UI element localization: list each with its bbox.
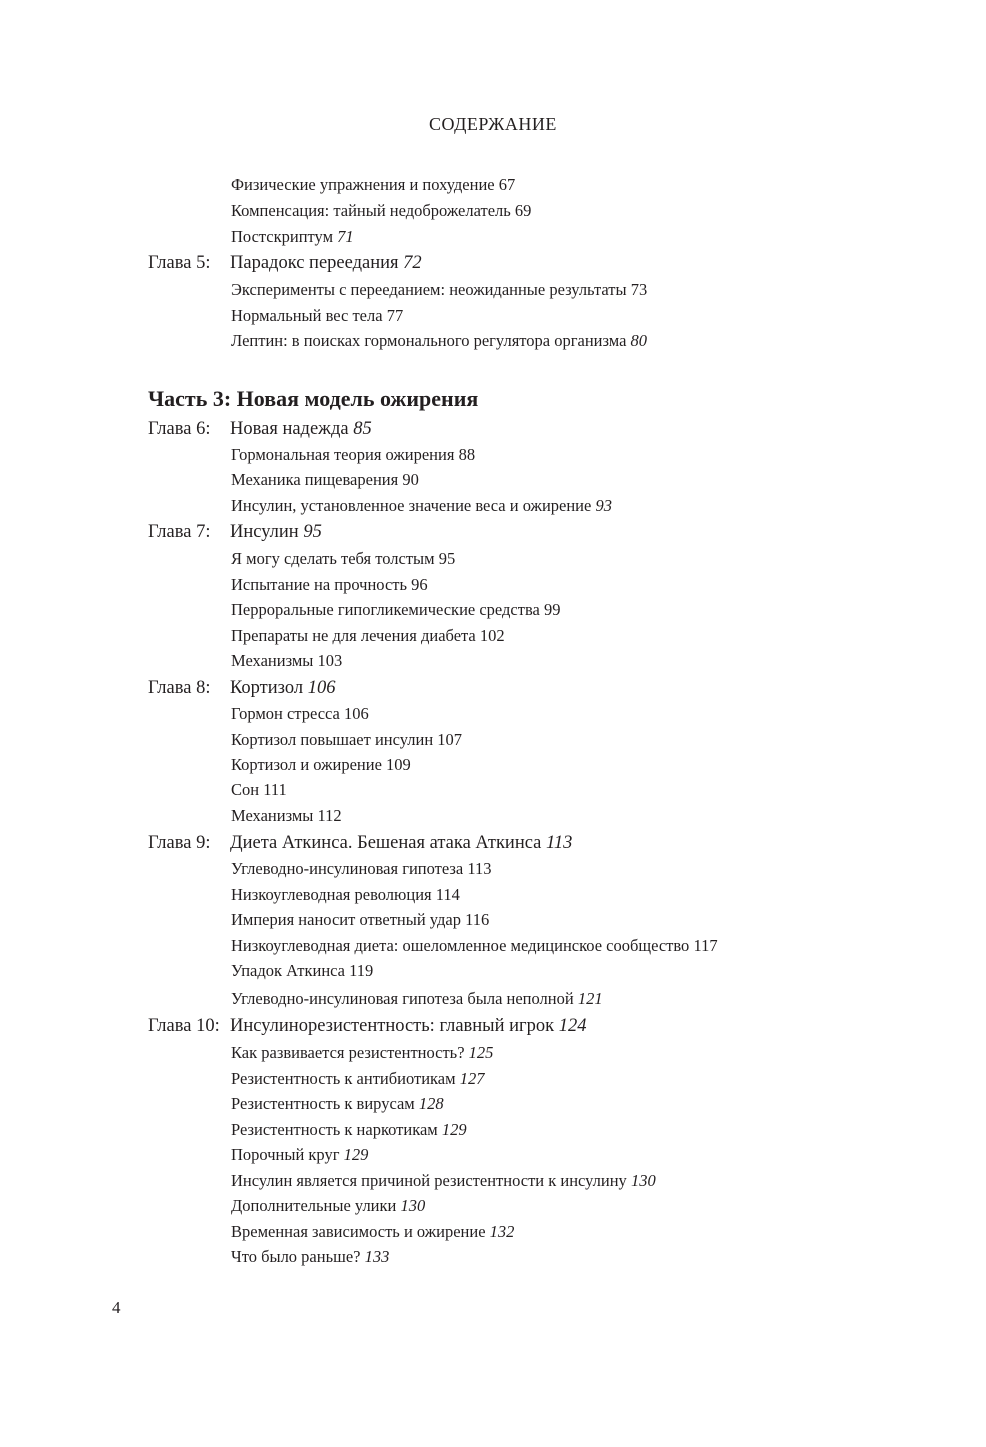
chapter-label: Глава 7: [148, 522, 211, 542]
toc-entry: Низкоуглеводная революция 114 [231, 885, 460, 904]
toc-entry: Препараты не для лечения диабета 102 [231, 626, 505, 645]
toc-entry: Резистентность к вирусам 128 [231, 1094, 444, 1113]
toc-entry: Сон 111 [231, 780, 287, 799]
toc-chapter-5: Глава 5: Парадокс переедания 72 [148, 253, 422, 273]
part-heading: Часть 3: Новая модель ожирения [148, 386, 479, 411]
toc-entry: Я могу сделать тебя толстым 95 [231, 549, 456, 568]
toc-entry: Гормон стресса 106 [231, 704, 369, 723]
toc-entry: Механизмы 112 [231, 806, 342, 825]
toc-chapter-6: Глава 6: Новая надежда 85 [148, 419, 372, 439]
toc-chapter-8: Глава 8: Кортизол 106 [148, 678, 336, 698]
toc-entry: Как развивается резистентность? 125 [231, 1043, 494, 1062]
chapter-label: Глава 6: [148, 419, 211, 439]
toc-entry: Перроральные гипогликемические средства 99 [231, 600, 561, 619]
toc-entry: Резистентность к наркотикам 129 [231, 1120, 467, 1139]
toc-entry: Кортизол и ожирение 109 [231, 755, 411, 774]
toc-entry: Испытание на прочность 96 [231, 575, 428, 594]
page-number: 4 [112, 1298, 121, 1317]
toc-entry: Углеводно-инсулиновая гипотеза была неполной 121 [231, 989, 603, 1008]
running-header: СОДЕРЖАНИЕ [429, 114, 557, 134]
toc-entry: Постскриптум 71 [231, 227, 354, 246]
toc-chapter-10: Глава 10: Инсулинорезистентность: главный игрок 124 [148, 1016, 587, 1036]
chapter-label: Глава 8: [148, 678, 211, 698]
toc-chapter-7: Глава 7: Инсулин 95 [148, 522, 322, 542]
toc-entry: Гормональная теория ожирения 88 [231, 445, 476, 464]
chapter-label: Глава 5: [148, 253, 211, 273]
chapter-label: Глава 10: [148, 1016, 220, 1036]
toc-entry: Дополнительные улики 130 [231, 1196, 426, 1215]
toc-entry: Упадок Аткинса 119 [231, 961, 374, 980]
toc-entry: Резистентность к антибиотикам 127 [231, 1069, 485, 1088]
toc-entry: Порочный круг 129 [231, 1145, 369, 1164]
toc-entry: Что было раньше? 133 [231, 1247, 390, 1266]
toc-entry: Физические упражнения и похудение 67 [231, 175, 516, 194]
toc-entry: Инсулин является причиной резистентности к инсулину 130 [231, 1171, 656, 1190]
toc-entry: Углеводно-инсулиновая гипотеза 113 [231, 859, 492, 878]
toc-entry: Лептин: в поисках гормонального регулятора организма 80 [231, 331, 648, 350]
toc-entry: Низкоуглеводная диета: ошеломленное медицинское сообщество 117 [231, 936, 718, 955]
toc-entry: Кортизол повышает инсулин 107 [231, 730, 463, 749]
toc-entry: Компенсация: тайный недоброжелатель 69 [231, 201, 532, 220]
toc-entry: Нормальный вес тела 77 [231, 306, 404, 325]
toc-entry: Эксперименты с перееданием: неожиданные результаты 73 [231, 280, 648, 299]
toc-entry: Механика пищеварения 90 [231, 470, 419, 489]
toc-entry: Империя наносит ответный удар 116 [231, 910, 490, 929]
toc-chapter-9: Глава 9: Диета Аткинса. Бешеная атака Аткинса 113 [148, 833, 573, 853]
toc-entry: Инсулин, установленное значение веса и ожирение 93 [231, 496, 612, 515]
toc-entry: Временная зависимость и ожирение 132 [231, 1222, 515, 1241]
toc-entry: Механизмы 103 [231, 651, 343, 670]
chapter-label: Глава 9: [148, 833, 211, 853]
